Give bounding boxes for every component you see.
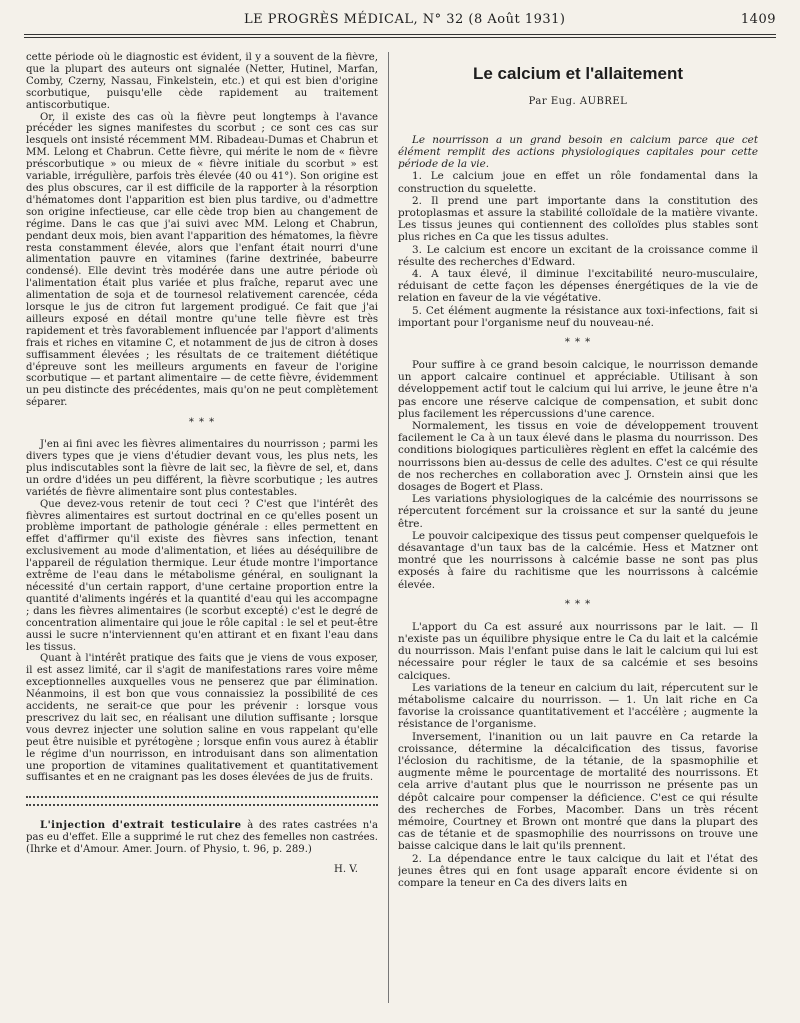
paragraph: cette période où le diagnostic est évident, il y a souvent de la fièvre, que la plupart des auteurs ont signalée (Netter, Hutinel, Marfan, Comby, Czerny, Nassau, Finkelstein, etc.) et qui est bien d'origine scorbutique, puisqu'elle cède rapidement au traitement antiscorbutique. <box>26 52 378 111</box>
note-title: L'injection d'extrait testiculaire <box>40 820 242 832</box>
news-note <box>26 820 378 876</box>
paragraph: Les variations de la teneur en calcium du lait, répercutent sur le métabolisme calcaire du nourrisson. — 1. Un lait riche en Ca favorise la croissance quantitativement et l'accélère ; augmente la résistance de l'organisme. <box>398 681 758 731</box>
note-text: à des rates castrées n'a pas eu d'effet. Elle a supprimé le rut chez des femelles non castrées. (Ihrke et d'Amour. Amer. Journ. of Physio, t. 96, p. 289.) <box>26 820 378 856</box>
running-header <box>24 12 776 36</box>
section-separator: * * * <box>564 337 592 349</box>
column-divider <box>388 52 389 1003</box>
note-paragraph <box>26 820 378 856</box>
list-item: 5. Cet élément augmente la résistance aux toxi-infections, fait si important pour l'organisme neuf du nouveau-né. <box>398 304 758 329</box>
note-signature: H. V. <box>334 864 358 876</box>
paragraph: Or, il existe des cas où la fièvre peut longtemps à l'avance précéder les signes manifestes du scorbut ; ce sont ces cas sur lesquels ont insisté récemment MM. Ribadeau-Dumas et Chabrun et MM. Lelong et Chabrun. Cette fièvre, qui mérite le nom de « fièvre préscorbutique » ou mieux de « fièvre initiale du scorbut » est variable, irrégulière, parfois très élevée (40 ou 41°). Son origine est des plus obscures, car il est difficile de la rapporter à la résorption d'hématomes dont l'apparition est bien plus tardive, ou d'admettre son origine infectieuse, car elle cède trop bien au changement de régime. Dans le cas que j'ai suivi avec MM. Lelong et Chabrun, pendant deux mois, bien avant l'apparition des hématomes, la fièvre resta constamment élevée, alors que l'enfant était nourri d'une alimentation pauvre en vitamines (farine dextrinée, babeurre condensé). Elle devint très modérée dans une autre période où l'alimentation était plus variée et plus fraîche, reparut avec une alimentation de soja et de tournesol relativement carencée, céda lorsque le jus de citron fut largement prodigué. Ce fait que j'ai ailleurs exposé en détail montre qu'une telle fièvre est très rapidement et très favorablement influencée par l'apport d'aliments frais et riches en vitamine C, et notamment de jus de citron à doses suffisamment élevées ; les résultats de ce traitement diététique d'épreuve sont les meilleurs arguments en faveur de l'origine scorbutique — et partant alimentaire — de cette fièvre, évidemment un peu distincte des précédentes, mais qu'on ne peut complètement séparer. <box>26 111 378 409</box>
paragraph: Que devez-vous retenir de tout ceci ? C'est que l'intérêt des fièvres alimentaires est surtout doctrinal en ce qu'elles posent un problème important de pathologie générale : elles permettent en effet d'affirmer qu'il existe des fièvres sans infection, tenant exclusivement au mode d'alimentation, et liées au déséquilibre de l'appareil de régulation thermique. Leur étude montre l'importance extrême de l'eau dans le métabolisme général, en soulignant la nécessité d'un certain rapport, d'une certaine proportion entre la quantité d'aliments ingérés et la quantité d'eau qui les accompagne ; dans les fièvres alimentaires (le scorbut excepté) c'est le degré de concentration alimentaire qui joue le rôle capital : le sel et peut-être aussi le sucre n'interviennent qu'en attirant et en fixant l'eau dans les tissus. <box>26 498 378 653</box>
paragraph: L'apport du Ca est assuré aux nourrissons par le lait. — Il n'existe pas un équilibre physique entre le Ca du lait et la calcémie du nourrisson. Mais l'enfant puise dans le lait le calcium qui lui est nécessaire pour régler le taux de sa calcémie et ses besoins calciques. <box>398 620 758 682</box>
section-separator: * * * <box>188 417 216 429</box>
paragraph: Les variations physiologiques de la calcémie des nourrissons se répercutent forcément sur la croissance et sur la santé du jeune être. <box>398 493 758 530</box>
paragraph: Normalement, les tissus en voie de développement trouvent facilement le Ca à un taux élevé dans le plasma du nourrisson. Des conditions biologiques particulières règlent en effet la calcémie des nourrissons bien au-dessus de celle des adultes. C'est ce qui résulte de nos recherches en collaboration avec J. Ornstein ainsi que les dosages de Bogert et Plass. <box>398 419 758 493</box>
paragraph: 2. La dépendance entre le taux calcique du lait et l'état des jeunes êtres qui en font usage apparaît encore évidente si on compare la teneur en Ca des divers laits en <box>398 852 758 889</box>
paragraph: Pour suffire à ce grand besoin calcique, le nourrisson demande un apport calcaire continuel et appréciable. Utilisant à son développement actif tout le calcium qui lui arrive, le jeune être n'a pas encore une réserve calcique de compensation, et subit donc plus facilement les répercussions d'une carence. <box>398 358 758 420</box>
header-rule-double <box>24 37 776 38</box>
right-column <box>398 52 758 1007</box>
paragraph: Quant à l'intérêt pratique des faits que je viens de vous exposer, il est assez limité, car il s'agit de manifestations rares voire même exceptionnelles auxquelles vous ne penserez que par élimination. Néanmoins, il est bon que vous connaissiez la possibilité de ces accidents, ne serait-ce que pour les prévenir : lorsque vous prescrivez du lait sec, en réalisant une dilution suffisante ; lorsque vous devrez injecter une solution saline en vous rappelant qu'elle peut être nuisible et pyrétogène ; lorsque enfin vous aurez à établir le régime d'un nourrisson, en introduisant dans son alimentation une proportion de vitamines qualitativement et quantitativement suffisantes et en ne craignant pas les doses élevées de jus de fruits. <box>26 653 378 784</box>
dotted-rule <box>26 796 378 806</box>
list-item: 3. Le calcium est encore un excitant de la croissance comme il résulte des recherches d'Edward. <box>398 243 758 268</box>
paragraph: Inversement, l'inanition ou un lait pauvre en Ca retarde la croissance, détermine la décalcification des tissus, favorise l'éclosion du rachitisme, de la tétanie, de la spasmophilie et augmente même le pourcentage de mortalité des nourrissons. Et cela arrive d'autant plus que le nourrisson ne présente pas un dépôt calcaire pour compenser la déficience. C'est ce qui résulte des recherches de Forbes, Macomber. Dans un très récent mémoire, Courtney et Brown ont montré que dans la plupart des cas de tétanie et de spasmophilie des nourrissons on trouve une baisse calcique dans le lait qu'ils prennent. <box>398 730 758 853</box>
list-item: 2. Il prend une part importante dans la constitution des protoplasmas et assure la stabilité colloïdale de la matière vivante. Les tissus jeunes qui contiennent des colloïdes plus stables sont plus riches en Ca que les tissus adultes. <box>398 194 758 244</box>
header-rule <box>24 34 776 35</box>
page-number: 1409 <box>740 12 776 27</box>
article-title: Le calcium et l'allaitement <box>472 64 683 83</box>
list-item: 4. A taux élevé, il diminue l'excitabilité neuro-musculaire, réduisant de cette façon les dépenses énergétiques de la vie de relation en faveur de la vie végétative. <box>398 268 758 305</box>
paragraph: J'en ai fini avec les fièvres alimentaires du nourrisson ; parmi les divers types que je viens d'étudier devant vous, les plus nets, les plus indiscutables sont la fièvre de lait sec, la fièvre de sel, et, dans un ordre d'idées un peu différent, la fièvre scorbutique ; les autres variétés de fièvre alimentaire sont plus contestables. <box>26 439 378 498</box>
list-item: 1. Le calcium joue en effet un rôle fondamental dans la construction du squelette. <box>398 170 758 195</box>
byline: Par Eug. AUBREL <box>528 95 628 107</box>
intro-paragraph: Le nourrisson a un grand besoin en calcium parce que cet élément remplit des actions physiologiques capitales pour cette période de la vie. <box>398 133 758 171</box>
left-column <box>26 52 378 1007</box>
journal-title: LE PROGRÈS MÉDICAL, N° 32 (8 Août 1931) <box>244 12 566 27</box>
section-separator: * * * <box>564 598 592 610</box>
paragraph: Le pouvoir calcipexique des tissus peut compenser quelquefois le désavantage d'un taux bas de la calcémie. Hess et Matzner ont montré que les nourrissons à calcémie basse ne sont pas plus exposés à faire du rachitisme que les nourrissons à calcémie élevée. <box>398 529 758 591</box>
